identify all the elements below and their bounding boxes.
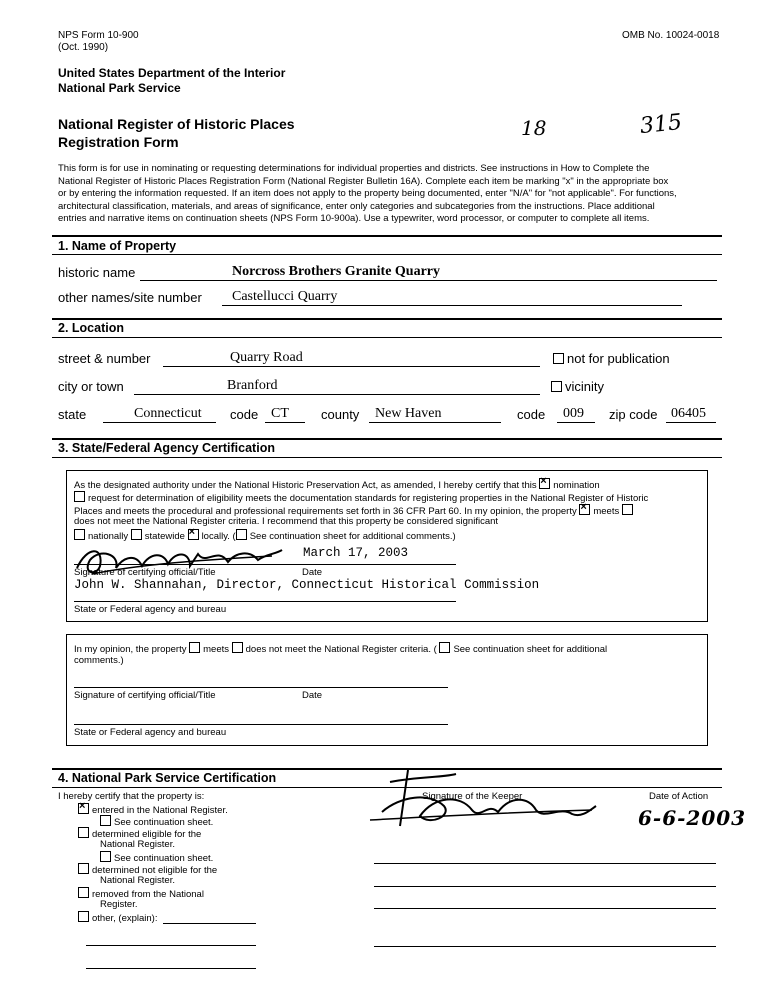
zip-label: zip code	[609, 407, 658, 422]
does-not-meet-checkbox[interactable]	[622, 504, 633, 515]
city-value: Branford	[227, 378, 278, 393]
not-for-publication-checkbox[interactable]	[553, 353, 564, 364]
eligible-option: determined eligible for the	[78, 827, 201, 840]
opinion-line-2: comments.)	[74, 655, 124, 666]
state-line	[103, 422, 216, 423]
removed-checkbox[interactable]	[78, 887, 89, 898]
section2-underline	[52, 337, 722, 338]
cert-line-4: does not meet the National Register criteria. I recommend that this property be considered significant	[74, 516, 499, 527]
eligible-option-line2: National Register.	[100, 839, 175, 850]
opinion-agency-label: State or Federal agency and bureau	[74, 727, 227, 738]
omb-number: OMB No. 10024-0018	[622, 30, 720, 41]
opinion-meets-checkbox[interactable]	[189, 642, 200, 653]
certify-statement: I hereby certify that the property is:	[58, 791, 205, 802]
cert-line-1: As the designated authority under the National Historic Preservation Act, as amended, I hereby certify that this × nomination	[74, 478, 600, 491]
removed-option: removed from the National	[78, 887, 204, 900]
section1-heading: 1. Name of Property	[58, 239, 177, 253]
intro-paragraph: This form is for use in nominating or requesting determinations for individual properties and districts. See instructions in How to Complete the National Register of Historic Places Registration Form (National Register Bulletin 16A). Complete each item be marking "x" in the appropriate box or by entering the information requested. If an item does not apply to the property being documented, enter "N/A" for "not applicable". For functions, architectural classification, materials, and areas of significance, enter only categories and subcategories from the instructions. Place additional entries and narrative items on continuation sheets (NPS Form 10-900a). Use a typewriter, word processor, or computer to complete all items.	[58, 163, 677, 225]
entered-checkbox[interactable]	[78, 803, 89, 814]
form-date: (Oct. 1990)	[58, 42, 109, 53]
see-continuation-1: See continuation sheet.	[100, 815, 213, 828]
removed-option-line2: Register.	[100, 899, 138, 910]
county-label: county	[321, 407, 360, 422]
keeper-line-3	[374, 908, 716, 909]
not-eligible-option: determined not eligible for the	[78, 863, 217, 876]
section3-underline	[52, 457, 722, 458]
other-explain-line-2	[86, 945, 256, 946]
request-determination-checkbox[interactable]	[74, 491, 85, 502]
handwritten-number-left: 18	[521, 116, 547, 140]
state-label: state	[58, 407, 87, 422]
county-code-value: 009	[563, 406, 584, 421]
county-value: New Haven	[375, 406, 442, 421]
city-label: city or town	[58, 379, 124, 394]
see-continuation-2-checkbox[interactable]	[100, 851, 111, 862]
city-line	[134, 394, 540, 395]
state-code-value: CT	[271, 406, 289, 421]
opinion-date-label: Date	[302, 690, 323, 701]
meets-checkbox[interactable]	[579, 504, 590, 515]
historic-name-value: Norcross Brothers Granite Quarry	[232, 264, 441, 279]
form-title: National Register of Historic Places	[58, 116, 295, 132]
official-name-title: John W. Shannahan, Director, Connecticut Historical Commission	[74, 578, 540, 592]
cert-line-3: Places and meets the procedural and professional requirements set forth in 36 CFR Part 60. In my opinion, the property × meets	[74, 504, 636, 517]
signature-label: Signature of certifying official/Title	[74, 567, 216, 578]
opinion-see-continuation-checkbox[interactable]	[439, 642, 450, 653]
opinion-signature-label: Signature of certifying official/Title	[74, 690, 216, 701]
section1-underline	[52, 254, 722, 255]
not-for-publication[interactable]: not for publication	[553, 351, 670, 366]
handwritten-number-right: 315	[638, 109, 684, 140]
keeper-line-1	[374, 863, 716, 864]
opinion-signature-line	[74, 687, 448, 688]
state-code-line	[265, 422, 305, 423]
section3-rule	[52, 438, 722, 440]
department-name: United States Department of the Interior	[58, 66, 286, 80]
state-code-label: code	[230, 407, 259, 422]
other-names-line	[222, 305, 682, 306]
other-checkbox[interactable]	[78, 911, 89, 922]
historic-name-label: historic name	[58, 265, 136, 280]
other-names-label: other names/site number	[58, 290, 202, 305]
zip-value: 06405	[671, 406, 706, 421]
opinion-agency-line	[74, 724, 448, 725]
not-eligible-option-line2: National Register.	[100, 875, 175, 886]
section1-rule	[52, 235, 722, 237]
nomination-checkbox[interactable]	[539, 478, 550, 489]
keeper-line-2	[374, 886, 716, 887]
vicinity[interactable]: vicinity	[551, 379, 604, 394]
county-line	[369, 422, 501, 423]
section2-rule	[52, 318, 722, 320]
keeper-line-4	[374, 946, 716, 947]
cert-line-2: request for determination of eligibility meets the documentation standards for registering properties in the National Register of Historic	[74, 491, 648, 504]
keeper-signature	[360, 766, 600, 836]
state-value: Connecticut	[134, 406, 202, 421]
section2-heading: 2. Location	[58, 321, 124, 335]
entered-option: ×entered in the National Register.	[78, 803, 228, 816]
county-code-line	[557, 422, 595, 423]
historic-name-line	[140, 280, 717, 281]
keeper-label: Signature of the Keeper	[422, 791, 523, 802]
see-continuation-1-checkbox[interactable]	[100, 815, 111, 826]
not-eligible-checkbox[interactable]	[78, 863, 89, 874]
opinion-does-not-meet-checkbox[interactable]	[232, 642, 243, 653]
agency-label: State or Federal agency and bureau	[74, 604, 227, 615]
eligible-checkbox[interactable]	[78, 827, 89, 838]
form-subtitle: Registration Form	[58, 134, 179, 150]
date-of-action-label: Date of Action	[649, 791, 709, 802]
date-of-action-value: 6-6-2003	[638, 806, 747, 830]
section4-heading: 4. National Park Service Certification	[58, 771, 277, 785]
agency-name: National Park Service	[58, 81, 181, 95]
vicinity-checkbox[interactable]	[551, 381, 562, 392]
county-code-label: code	[517, 407, 546, 422]
section3-heading: 3. State/Federal Agency Certification	[58, 441, 275, 455]
zip-line	[666, 422, 716, 423]
agency-line	[74, 601, 456, 602]
signature-line	[74, 564, 456, 565]
other-explain-line-3	[86, 968, 256, 969]
other-option: other, (explain):	[78, 911, 157, 924]
cert-line-5: nationally statewide × locally. ( See continuation sheet for additional comments.)	[74, 529, 456, 542]
other-explain-line-1	[163, 923, 256, 924]
street-value: Quarry Road	[230, 350, 303, 365]
form-number: NPS Form 10-900	[58, 30, 139, 41]
other-names-value: Castellucci Quarry	[232, 289, 338, 304]
street-label: street & number	[58, 351, 151, 366]
street-line	[163, 366, 540, 367]
certification-date: March 17, 2003	[303, 546, 409, 560]
see-continuation-2: See continuation sheet.	[100, 851, 213, 864]
opinion-line-1: In my opinion, the property meets does not meet the National Register criteria. ( See continuation sheet for additional	[74, 644, 608, 655]
date-label: Date	[302, 567, 323, 578]
